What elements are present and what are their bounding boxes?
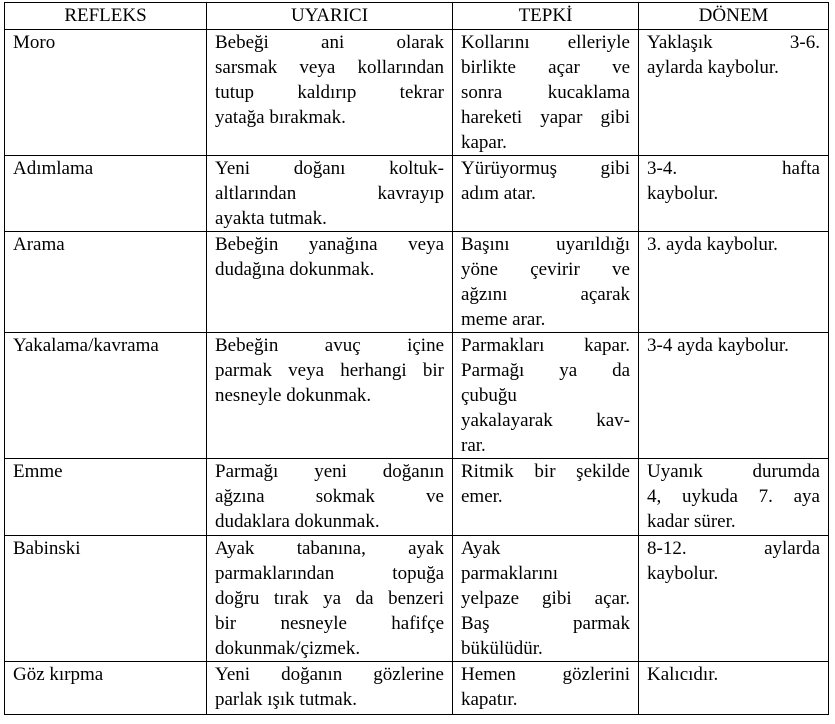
cell-line: 3-4. hafta: [647, 158, 820, 179]
cell-line: aylarda kaybolur.: [647, 57, 779, 78]
refleks-cell: Yakalama/kavrama: [5, 333, 207, 459]
cell-line: Parmakları kapar.: [461, 335, 630, 356]
header-donem: DÖNEM: [639, 3, 829, 30]
cell-line: rar.: [461, 435, 486, 456]
tepki-cell: [453, 662, 639, 715]
cell-line: Kollarını elleriyle: [461, 32, 630, 53]
cell-line: Parmağı yeni doğanın: [215, 461, 444, 482]
uyarici-cell: [207, 662, 453, 715]
table-row: [5, 662, 829, 715]
cell-line: sonra kucaklama: [461, 82, 630, 103]
donem-cell: [639, 333, 829, 459]
donem-cell: [639, 662, 829, 715]
uyarici-cell: [207, 30, 453, 156]
refleks-cell: Moro: [5, 30, 207, 156]
reflex-table: [4, 2, 829, 715]
cell-line: Yeni doğanı koltuk-: [215, 158, 444, 179]
cell-line: dokunmak/çizmek.: [215, 638, 361, 659]
cell-line: kapar.: [461, 132, 507, 153]
table-row: [5, 30, 829, 156]
tepki-cell: [453, 536, 639, 662]
cell-line: kaybolur.: [647, 563, 719, 584]
cell-line: meme arar.: [461, 309, 546, 330]
cell-line: Ayak: [461, 538, 501, 559]
cell-line: yakalayarak kav-: [461, 410, 630, 431]
cell-line: ağzına sokmak ve: [215, 486, 444, 507]
cell-line: birlikte açar ve: [461, 57, 630, 78]
cell-line: Parmağı ya da: [461, 360, 630, 381]
uyarici-cell: [207, 536, 453, 662]
cell-line: bükülüdür.: [461, 638, 543, 659]
cell-line: nesneyle dokunmak.: [215, 385, 372, 406]
cell-line: parlak ışık tutmak.: [215, 689, 357, 710]
cell-line: Kalıcıdır.: [647, 664, 719, 685]
tepki-cell: [453, 459, 639, 536]
tepki-cell: [453, 30, 639, 156]
header-tepki: TEPKİ: [453, 3, 639, 30]
cell-line: Ritmik bir şekilde: [461, 461, 630, 482]
refleks-cell: Arama: [5, 232, 207, 333]
cell-line: doğru tırak ya da benzeri: [215, 588, 444, 609]
tepki-cell: [453, 333, 639, 459]
donem-cell: [639, 536, 829, 662]
cell-line: sarsmak veya kollarından: [215, 57, 444, 78]
uyarici-cell: [207, 232, 453, 333]
header-row: [5, 3, 829, 30]
cell-line: yatağa bırakmak.: [215, 107, 346, 128]
table-row: [5, 232, 829, 333]
cell-line: Bebeği ani olarak: [215, 32, 444, 53]
cell-line: dudağına dokunmak.: [215, 259, 375, 280]
cell-line: 8-12. aylarda: [647, 538, 820, 559]
cell-line: Yeni doğanın gözlerine: [215, 664, 444, 685]
cell-line: yöne çevirir ve: [461, 259, 630, 280]
cell-line: yelpaze gibi açar.: [461, 588, 630, 609]
cell-line: Yaklaşık 3-6.: [647, 32, 820, 53]
refleks-cell: Adımlama: [5, 156, 207, 232]
tepki-cell: [453, 156, 639, 232]
donem-cell: [639, 232, 829, 333]
cell-line: kadar sürer.: [647, 511, 736, 532]
cell-line: 4, uykuda 7. aya: [647, 486, 820, 507]
table-row: [5, 333, 829, 459]
header-refleks: REFLEKS: [5, 3, 207, 30]
refleks-cell: Emme: [5, 459, 207, 536]
cell-line: ağzını açarak: [461, 284, 630, 305]
cell-line: ayakta tutmak.: [215, 208, 327, 229]
refleks-cell: Göz kırpma: [5, 662, 207, 715]
cell-line: 3. ayda kaybolur.: [647, 234, 778, 255]
uyarici-cell: [207, 459, 453, 536]
cell-line: Başını uyarıldığı: [461, 234, 630, 255]
cell-line: 3-4 ayda kaybolur.: [647, 335, 789, 356]
donem-cell: [639, 30, 829, 156]
cell-line: parmaklarından topuğa: [215, 563, 444, 584]
cell-line: kapatır.: [461, 689, 518, 710]
cell-line: parmak veya herhangi bir: [215, 360, 444, 381]
header-uyarici: UYARICI: [207, 3, 453, 30]
cell-line: kaybolur.: [647, 183, 719, 204]
uyarici-cell: [207, 333, 453, 459]
cell-line: Yürüyormuş gibi: [461, 158, 630, 179]
cell-line: Uyanık durumda: [647, 461, 820, 482]
cell-line: altlarından kavrayıp: [215, 183, 444, 204]
cell-line: Hemen gözlerini: [461, 664, 630, 685]
cell-line: emer.: [461, 486, 503, 507]
tepki-cell: [453, 232, 639, 333]
cell-line: Bebeğin yanağına veya: [215, 234, 444, 255]
cell-line: dudaklara dokunmak.: [215, 511, 380, 532]
cell-line: parmaklarını: [461, 563, 559, 584]
table-row: [5, 459, 829, 536]
cell-line: Bebeğin avuç içine: [215, 335, 444, 356]
table-row: [5, 156, 829, 232]
cell-line: Baş parmak: [461, 613, 630, 634]
cell-line: çubuğu: [461, 385, 517, 406]
cell-line: adım atar.: [461, 183, 536, 204]
cell-line: bir nesneyle hafifçe: [215, 613, 444, 634]
table-row: [5, 536, 829, 662]
cell-line: Ayak tabanına, ayak: [215, 538, 444, 559]
donem-cell: [639, 156, 829, 232]
refleks-cell: Babinski: [5, 536, 207, 662]
cell-line: hareketi yapar gibi: [461, 107, 630, 128]
cell-line: tutup kaldırıp tekrar: [215, 82, 444, 103]
donem-cell: [639, 459, 829, 536]
uyarici-cell: [207, 156, 453, 232]
